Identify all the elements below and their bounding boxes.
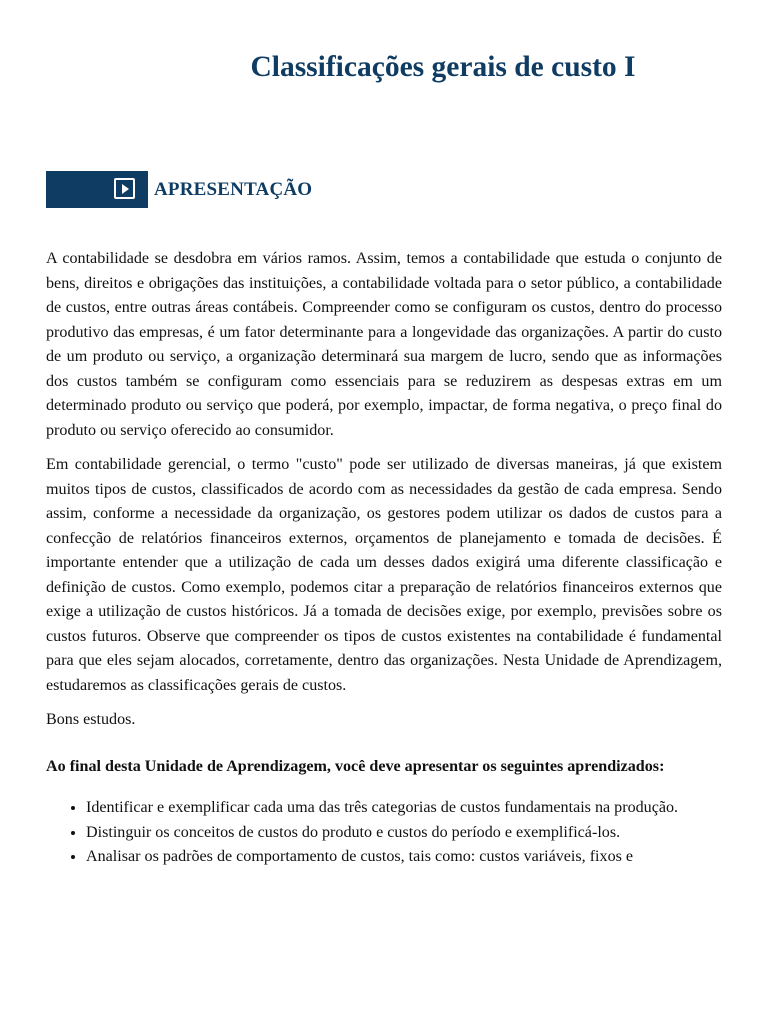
objectives-list (46, 796, 722, 870)
page-title: Classificações gerais de custo I (250, 51, 636, 83)
section-bar-block (46, 171, 148, 208)
section-heading: APRESENTAÇÃO (154, 178, 313, 200)
paragraph: Bons estudos. (46, 711, 136, 728)
list-item: • Identificar e exemplificar cada uma das três categorias de custos fundamentais na produção. (86, 796, 722, 821)
objectives-intro: Ao final desta Unidade de Aprendizagem, você deve apresentar os seguintes aprendizados: (46, 757, 665, 775)
list-item: • Distinguir os conceitos de custos do produto e custos do período e exemplificá-los. (86, 821, 722, 846)
section-header (46, 171, 312, 208)
list-item: • Analisar os padrões de comportamento de custos, tais como: custos variáveis, fixos e (86, 845, 722, 870)
paragraph: Em contabilidade gerencial, o termo "custo" pode ser utilizado de diversas maneiras, já que existem muitos tipos de custos, classificados de acordo com as necessidades da gestão de cada empresa. Sendo assim, conforme a necessidade da organização, os gestores podem utilizar os dados de custos para a confecção de relatórios financeiros externos, orçamentos de planejamento e tomada de decisões. É importante entender que a utilização de cada um desses dados exigirá uma diferente classificação e definição de custos. Como exemplo, podemos citar a preparação de relatórios financeiros externos que exige a utilização de custos históricos. Já a tomada de decisões exige, por exemplo, previsões sobre os custos futuros. Observe que compreender os tipos de custos existentes na contabilidade é fundamental para que eles sejam alocados, corretamente, dentro das organizações. Nesta Unidade de Aprendizagem, estudaremos as classificações gerais de custos. (46, 456, 722, 694)
paragraph: A contabilidade se desdobra em vários ramos. Assim, temos a contabilidade que estuda o conjunto de bens, direitos e obrigações das instituições, a contabilidade voltada para o setor público, a contabilidade de custos, entre outras áreas contábeis. Compreender como se configuram os custos, dentro do processo produtivo das empresas, é um fator determinante para a longevidade das organizações. A partir do custo de um produto ou serviço, a organização determinará sua margem de lucro, sendo que as informações dos custos também se configuram como essenciais para se reduzirem as despesas extras em um determinado produto ou serviço que poderá, por exemplo, impactar, de forma negativa, o preço final do produto ou serviço oferecido ao consumidor. (46, 250, 722, 439)
document-body (46, 247, 722, 870)
play-icon (114, 178, 135, 199)
